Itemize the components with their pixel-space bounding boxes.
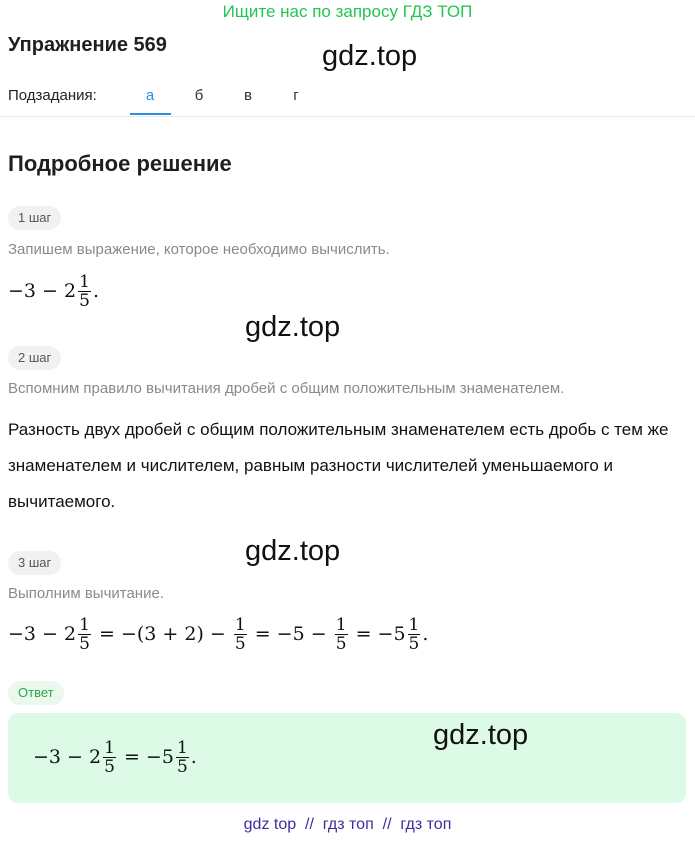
- step-expression-1: −3 − 2 $\frac{1}{5}$ .: [8, 271, 99, 311]
- active-tab-indicator: [130, 113, 171, 115]
- watermark: gdz.top: [433, 719, 529, 751]
- tab-b[interactable]: б: [194, 87, 204, 104]
- divider: [0, 116, 695, 117]
- watermark: gdz.top: [245, 535, 341, 567]
- footer-links[interactable]: gdz top // гдз топ // гдз топ: [243, 816, 452, 833]
- step-badge-2: 2 шаг: [8, 346, 61, 370]
- solution-heading: Подробное решение: [8, 151, 232, 176]
- tab-g[interactable]: г: [293, 87, 299, 104]
- answer-badge: Ответ: [8, 681, 64, 705]
- rule-text: Разность двух дробей с общим положительным знаменателем есть дробь с тем же знаменателем и числителем, равным разности числителей уменьшаемого и вычитаемого.: [8, 420, 669, 511]
- fraction: $\frac{1}{5}$: [79, 614, 90, 654]
- fraction: $\frac{1}{5}$: [79, 271, 90, 311]
- promo-banner[interactable]: Ищите нас по запросу ГДЗ ТОП: [222, 2, 473, 21]
- step-badge-3: 3 шаг: [8, 551, 61, 575]
- fraction: $\frac{1}{5}$: [408, 614, 420, 654]
- exercise-title: Упражнение 569: [8, 34, 167, 56]
- watermark: gdz.top: [322, 40, 418, 72]
- step-expression-3: −3 − 2 $\frac{1}{5}$ = −(3 + 2) − $\frac{1}{5}$ = −5 − $\frac{1}{5}$ = −5 $\frac{1}{5}$ .: [8, 614, 429, 654]
- fraction: $\frac{1}{5}$: [335, 614, 347, 654]
- fraction: $\frac{1}{5}$: [176, 737, 188, 777]
- step-badge-1: 1 шаг: [8, 206, 61, 230]
- subtasks-label: Подзадания:: [8, 87, 97, 104]
- watermark: gdz.top: [245, 311, 341, 343]
- step-note-3: Выполним вычитание.: [8, 585, 164, 602]
- step-note-2: Вспомним правило вычитания дробей с общим положительным знаменателем.: [8, 380, 565, 397]
- fraction: $\frac{1}{5}$: [234, 614, 246, 654]
- tab-v[interactable]: в: [244, 87, 252, 104]
- fraction: $\frac{1}{5}$: [104, 737, 115, 777]
- answer-expression: −3 − 2 $\frac{1}{5}$ = −5 $\frac{1}{5}$ .: [33, 737, 197, 777]
- tab-a[interactable]: а: [145, 87, 155, 104]
- step-note-1: Запишем выражение, которое необходимо вычислить.: [8, 241, 390, 258]
